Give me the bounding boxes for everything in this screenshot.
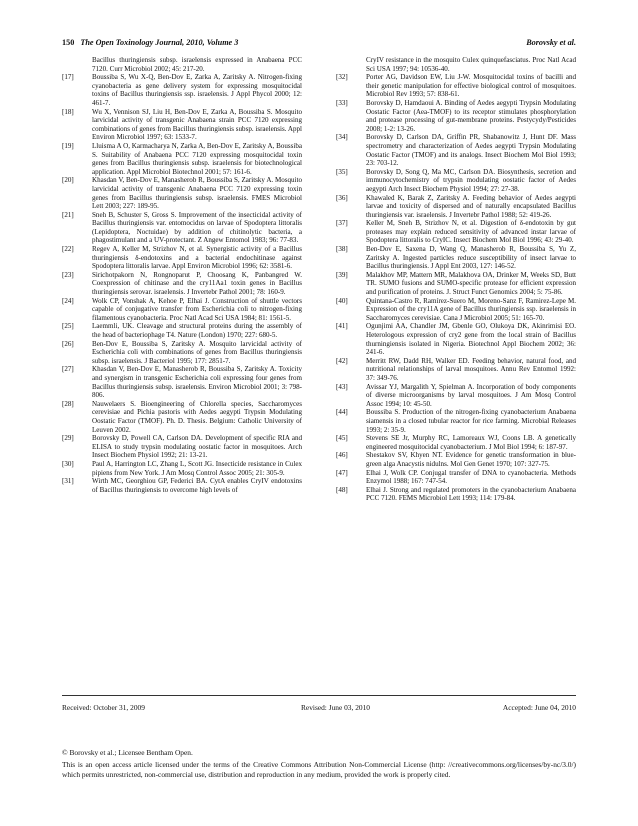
reference-number: [40] bbox=[336, 296, 348, 305]
reference-item bbox=[62, 211, 302, 245]
reference-text: Laemmli, UK. Cleavage and structural proteins during the assembly of the head of bacteriophage T4. Nature (London) 1970; 227: 680-5. bbox=[92, 322, 302, 339]
reference-text: Elhai J. Strong and regulated promoters in the cyanobacterium Anabaena PCC 7120. FEMS Microbiol Lett 1993; 114: 179-84. bbox=[366, 485, 576, 503]
reference-number: [21] bbox=[62, 210, 74, 219]
reference-item bbox=[336, 322, 576, 356]
reference-item bbox=[336, 357, 576, 383]
reference-number: [47] bbox=[336, 468, 348, 477]
reference-text: Malakhov MP, Mattern MR, Malakhova OA, Drinker M, Weeks SD, Butt TR. SUMO fusions and SUMO-specific protease for efficient expression and purification of proteins. J. Struct Funct Genomics 2004; 5: 75-86. bbox=[366, 270, 576, 297]
reference-text: Wirth MC, Georghiou GP, Federici BA. CytA enables CryIV endotoxins of Bacillus thuringiensis to overcome high levels of bbox=[92, 477, 302, 494]
reference-number: [29] bbox=[62, 434, 74, 443]
reference-number: [20] bbox=[62, 176, 74, 185]
reference-item bbox=[336, 271, 576, 297]
reference-number: [31] bbox=[62, 477, 74, 486]
reference-text: Keller M, Sneh B, Strizhov N, et al. Digestion of δ-endotoxin by gut proteases may explain reduced sensitivity of advanced instar larvae of Spodoptera littoralis to CryIC. Insect Biochem Mol Biol 1996; 43: 29-40. bbox=[366, 219, 576, 245]
reference-text: Regev A, Keller M, Strizhov N, et al. Synergistic activity of a Bacillus thuringiensis δ-endotoxins and a bacterial endochitinase against Spodoptera littoralis larvae. Appl Environ Microbiol 1996; 62: 3581-6. bbox=[92, 245, 302, 271]
reference-number: [28] bbox=[62, 399, 74, 408]
reference-text: Khawaled K, Barak Z, Zaritsky A. Feeding behavior of Aedes aegypti larvae and toxicity of dispersed and of naturally encapsulated Bacillus thuringiensis var. israelensis. J Invertebr Pathol 1988; 52: 419-26. bbox=[366, 193, 576, 219]
reference-item bbox=[62, 245, 302, 271]
copyright-block bbox=[62, 748, 576, 779]
header-left bbox=[62, 38, 238, 47]
reference-number: [24] bbox=[62, 296, 74, 305]
reference-item bbox=[336, 297, 576, 323]
reference-item bbox=[336, 434, 576, 451]
reference-text: Khasdan V, Ben-Dov E, Manasherob R, Boussiba S, Zaritsky A. Toxicity and synergism in transgenic Escherichia coli expressing four genes from Bacillus thuringiensis subsp. israelensis. Environ Microbiol 2001; 3: 798-806. bbox=[92, 365, 302, 400]
reference-item bbox=[62, 322, 302, 339]
reference-number bbox=[62, 56, 92, 73]
reference-item bbox=[62, 460, 302, 477]
reference-item bbox=[62, 434, 302, 460]
reference-text: Borovsky D, Powell CA, Carlson DA. Development of specific RIA and ELISA to study trypsin modulating oostatic factor in mosquitoes. Arch Insect Biochem Physiol 1992; 21: 13-21. bbox=[92, 434, 302, 460]
reference-text: Bacillus thuringiensis subsp. israelensis expressed in Anabaena PCC 7120. Curr Microbiol 2002; 45: 217-20. bbox=[92, 56, 302, 73]
reference-item bbox=[336, 194, 576, 220]
reference-item bbox=[336, 73, 576, 99]
reference-text: Boussiba S. Production of the nitrogen-fixing cyanobacterium Anabaena siamensis in a closed tubular reactor for rice farming. Microbial Releases 1993; 2: 35-9. bbox=[366, 408, 576, 434]
reference-text: Porter AG, Davidson EW, Liu J-W. Mosquitocidal toxins of bacilli and their genetic manipulation for effective biological control of mosquitoes. Microbiol Rev 1993; 57: 838-61. bbox=[366, 73, 576, 99]
reference-number: [43] bbox=[336, 382, 348, 391]
revised-date: Revised: June 03, 2010 bbox=[301, 703, 370, 712]
reference-text: Boussiba S, Wu X-Q, Ben-Dov E, Zarka A, Zaritsky A. Nitrogen-fixing cyanobacteria as gene delivery system for expressing mosquitocidal toxins of Bacillus thuringiensis ssp. israelensis. J Appl Phycol 2000; 12: 461-7. bbox=[92, 73, 302, 107]
reference-item bbox=[62, 271, 302, 297]
reference-item bbox=[62, 365, 302, 399]
reference-text: Ogunjimi AA, Chandler JM, Gbenle GO, Olukoya DK, Akinrimisi EO. Heterologous expression of cry2 gene from the local strain of Bacillus thurningiensis isolated in Nigeria. Biotechnol Appl Biochem 2002; 36: 241-6. bbox=[366, 322, 576, 357]
reference-item bbox=[336, 486, 576, 503]
license-text: This is an open access article licensed under the terms of the Creative Commons Attribution Non-Commercial License (http: //creativecommons.org/licenses/by-nc/3.0/) which permits unrestricted, non-commercial use, distribution and reproduction in any medium, provided the work is properly cited. bbox=[62, 760, 576, 779]
reference-number: [30] bbox=[62, 459, 74, 468]
reference-number: [33] bbox=[336, 98, 348, 107]
reference-item bbox=[336, 383, 576, 409]
page-number: 150 bbox=[62, 38, 75, 47]
reference-text: Sneh B, Schuster S, Gross S. Improvement of the insecticidal activity of Bacillus thuringiensis var. entomocidus on larvae of Spodoptera littoralis (Lepidoptera, Noctuidae) by addition of chitinolytic bacteria, a phagostimulant and a UV-protectant. Z Angew Entomol 1983; 96: 77-83. bbox=[92, 210, 302, 245]
reference-item bbox=[62, 400, 302, 434]
article-dates bbox=[62, 703, 576, 713]
reference-item bbox=[62, 108, 302, 142]
reference-number: [17] bbox=[62, 73, 74, 82]
reference-number: [38] bbox=[336, 245, 348, 254]
reference-text: Sirichotpakorn N, Rongnoparut P, Choosang K, Panbangred W. Coexpression of chitinase and the cry11Aa1 toxin genes in Bacillus thuringiensis serovar. israelensis. J Invertebr Pathol 2001; 78: 160-9. bbox=[92, 270, 302, 297]
reference-number: [44] bbox=[336, 408, 348, 417]
reference-item bbox=[62, 340, 302, 366]
reference-text: Nauwelaers S. Bioengineering of Chlorella species, Saccharomyces cerevisiae and Pichia pastoris with Aedes aegypti Trypsin Modulating Oostatic Factor (TMOF). Ph. D. Thesis. Belgium: Catholic University of Leuven 2002. bbox=[92, 399, 302, 434]
reference-number: [41] bbox=[336, 322, 348, 331]
accepted-date: Accepted: June 04, 2010 bbox=[502, 703, 576, 712]
reference-item bbox=[336, 168, 576, 194]
reference-item bbox=[62, 73, 302, 107]
reference-item bbox=[62, 56, 302, 73]
reference-number: [26] bbox=[62, 339, 74, 348]
reference-item bbox=[336, 451, 576, 468]
copyright-line: © Borovsky et al.; Licensee Bentham Open. bbox=[62, 748, 193, 757]
reference-text: Borovsky D, Carlson DA, Griffin PR, Shabanowitz J, Hunt DF. Mass spectrometry and characterization of Aedes aegypti Trypsin Modulating Oostatic Factor (TMOF) and its analogs. Insect Biochem Mol Biol 1993; 23: 703-12. bbox=[366, 133, 576, 168]
reference-text: Quintana-Castro R, Ramírez-Suero M, Moreno-Sanz F, Ramirez-Lepe M. Expression of the cry11A gene of Bacillus thuringiensis ssp. israelensis in Saccharomyces cerevisiae. Cana J Microbiol 2005; 51: 165-70. bbox=[366, 296, 576, 322]
journal-title: The Open Toxinology Journal, 2010, Volume 3 bbox=[80, 38, 239, 47]
reference-item bbox=[62, 477, 302, 494]
received-date: Received: October 31, 2009 bbox=[62, 703, 145, 712]
references-left-column bbox=[62, 56, 302, 494]
reference-text: Stevens SE Jr, Murphy RC, Lamoreaux WJ, Coons LB. A genetically engineered mosquitocidal cyanobacterium. J Mol Biol 1994; 6: 187-97. bbox=[366, 434, 576, 451]
reference-number: [39] bbox=[336, 270, 348, 279]
reference-number: [35] bbox=[336, 167, 348, 176]
reference-item bbox=[62, 176, 302, 210]
reference-number: [27] bbox=[62, 365, 74, 374]
reference-number: [18] bbox=[62, 107, 74, 116]
reference-item bbox=[336, 99, 576, 133]
reference-number: [19] bbox=[62, 141, 74, 150]
reference-text: Borovsky D, Hamdaoui A. Binding of Aedes aegypti Trypsin Modulating Oostatic Factor (Aea-TMOF) to its receptor stimulates phosphorylation and protease processing of gut-membrane proteins. Pestycydy/Pesticides 2008; 1-2: 13-26. bbox=[366, 98, 576, 133]
reference-item bbox=[336, 56, 576, 73]
reference-number: [23] bbox=[62, 270, 74, 279]
reference-item bbox=[336, 219, 576, 245]
reference-number: [46] bbox=[336, 451, 348, 460]
reference-number: [45] bbox=[336, 434, 348, 443]
page-header bbox=[62, 38, 576, 50]
reference-item bbox=[336, 408, 576, 434]
reference-text: Wu X, Vennison SJ, Liu H, Ben-Dov E, Zarka A, Boussiba S. Mosquito larvicidal activity of transgenic Anabaena strain PCC 7120 expressing combinations of genes from Bacillus thuringiensis subsp. israelensis. Appl Environ Microbiol 1997; 63: 1533-7. bbox=[92, 107, 302, 142]
reference-number bbox=[336, 56, 366, 73]
reference-item bbox=[336, 133, 576, 167]
reference-text: Paul A, Harrington LC, Zhang L, Scott JG. Insecticide resistance in Culex pipiens from New York. J Am Mosq Control Assoc 2005; 21: 305-9. bbox=[92, 459, 302, 477]
reference-text: Ben-Dov E, Saxena D, Wang Q, Manasherob R, Boussiba S, Yu Z, Zaritsky A. Ingested particles reduce susceptibility of insect larvae to Bacillus thuringiensis. J Appl Ent 2003, 127: 146-52. bbox=[366, 245, 576, 271]
reference-number: [42] bbox=[336, 356, 348, 365]
reference-text: CryIV resistance in the mosquito Culex quinquefasciatus. Proc Natl Acad Sci USA 1997; 94: 10536-40. bbox=[366, 56, 576, 73]
reference-number: [37] bbox=[336, 219, 348, 228]
reference-item bbox=[62, 297, 302, 323]
reference-text: Shestakov SV, Khyen NT. Evidence for genetic transformation in blue-green alga Anacystis nidulns. Mol Gen Genet 1970; 107: 327-75. bbox=[366, 451, 576, 468]
reference-number: [22] bbox=[62, 245, 74, 254]
reference-text: Ben-Dov E, Boussiba S, Zaritsky A. Mosquito larvicidal activity of Escherichia coli with combinations of genes from Bacillus thuringiensis subsp. israelensis. J Bacteriol 1995; 177: 2851-7. bbox=[92, 339, 302, 365]
reference-number: [34] bbox=[336, 133, 348, 142]
reference-item bbox=[336, 245, 576, 271]
reference-item bbox=[62, 142, 302, 176]
reference-text: Lluisma A O, Karmacharya N, Zarka A, Ben-Dov E, Zaritsky A, Boussiba S. Suitability of Anabaena PCC 7120 expressing mosquitocidal toxin genes from Bacillus thuringiensis subsp. israelensis for biotechnological application. Appl Microbiol Biotechnol 2001; 57: 161-6. bbox=[92, 141, 302, 176]
reference-text: Khasdan V, Ben-Dov E, Manasherob R, Boussiba S, Zaritsky A. Mosquito larvicidal activity of transgenic Anabaena PCC 7120 expressing toxin genes from Bacillus thuringiensis subsp. israelensis. FMES Microbiol Lett 2003; 227: 189-95. bbox=[92, 176, 302, 211]
reference-text: Wolk CP, Vonshak A, Kehoe P, Elhai J. Construction of shuttle vectors capable of conjugative transfer from Escherichia coli to nitrogen-fixing filamentous cyanobacteria. Proc Natl Acad Sci USA 1984; 81: 1561-5. bbox=[92, 296, 302, 322]
reference-text: Borovsky D, Song Q, Ma MC, Carlson DA. Biosynthesis, secretion and immunocytochemistry of trypsin modulating oostatic factor of Aedes aegypti Arch Insect Biochem Physiol 1994; 27: 27-38. bbox=[366, 167, 576, 193]
reference-text: Elhai J, Wolk CP. Conjugal transfer of DNA to cyanobacteria. Methods Enzymol 1988; 167: 747-54. bbox=[366, 468, 576, 486]
reference-number: [36] bbox=[336, 193, 348, 202]
reference-number: [32] bbox=[336, 73, 348, 82]
references-right-column bbox=[336, 56, 576, 503]
footer-divider bbox=[62, 695, 576, 696]
reference-number: [25] bbox=[62, 322, 74, 331]
reference-number: [48] bbox=[336, 485, 348, 494]
reference-text: Merritt RW, Dadd RH, Walker ED. Feeding behavior, natural food, and nutritional relationships of larval mosquitoes. Annu Rev Entomol 1992: 37: 349-76. bbox=[366, 356, 576, 382]
header-authors: Borovsky et al. bbox=[526, 38, 576, 47]
reference-text: Avissar YJ, Margalith Y, Spielman A. Incorporation of body components of diverse microorganisms by larval mosquitoes. J Am Mosq Control Assoc 1994; 10: 45-50. bbox=[366, 382, 576, 408]
reference-item bbox=[336, 469, 576, 486]
